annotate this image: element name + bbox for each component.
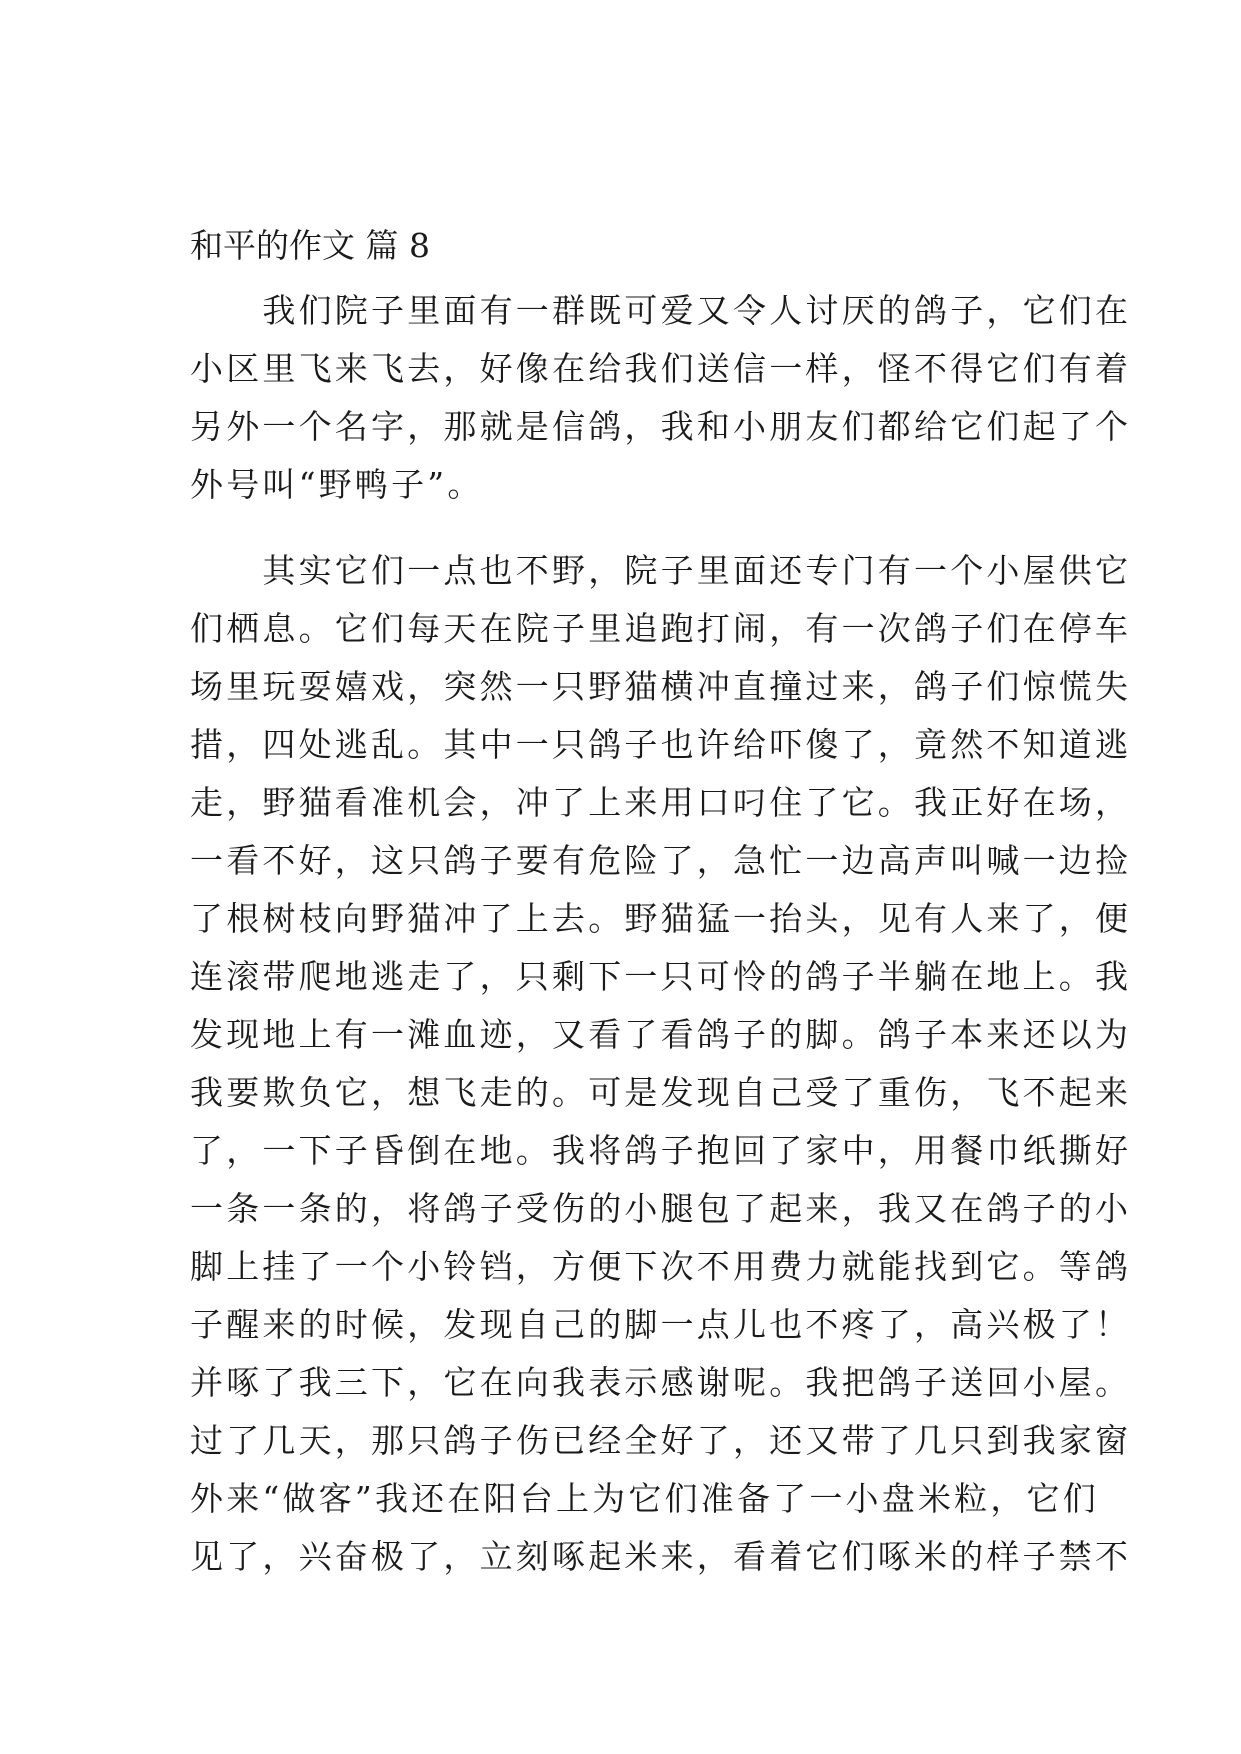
text-line: 见了，兴奋极了，立刻啄起米来，看着它们啄米的样子禁不 — [190, 1537, 1132, 1576]
essay-title: 和平的作文 篇 8 — [190, 226, 430, 265]
text-line: 另外一个名字，那就是信鸽，我和小朋友们都给它们起了个 — [190, 407, 1132, 446]
text-line: 走，野猫看准机会，冲了上来用口叼住了它。我正好在场， — [190, 783, 1132, 822]
paragraph-2 — [190, 542, 1132, 1586]
text-line: 场里玩耍嬉戏，突然一只野猫横冲直撞过来，鸽子们惊慌失 — [190, 667, 1132, 706]
text-line: 措，四处逃乱。其中一只鸽子也许给吓傻了，竟然不知道逃 — [190, 725, 1132, 764]
text-line: 连滚带爬地逃走了，只剩下一只可怜的鸽子半躺在地上。我 — [190, 957, 1132, 996]
text-line: 外号叫“野鸭子”。 — [190, 465, 484, 504]
text-line: 小区里飞来飞去，好像在给我们送信一样，怪不得它们有着 — [190, 349, 1132, 388]
text-line: 了根树枝向野猫冲了上去。野猫猛一抬头，见有人来了，便 — [190, 899, 1132, 938]
text-line: 一条一条的，将鸽子受伤的小腿包了起来，我又在鸽子的小 — [190, 1189, 1132, 1228]
text-line: 发现地上有一滩血迹，又看了看鸽子的脚。鸽子本来还以为 — [190, 1015, 1132, 1054]
paragraph-spacer — [190, 514, 1050, 542]
text-line: 并啄了我三下，它在向我表示感谢呢。我把鸽子送回小屋。 — [190, 1363, 1132, 1402]
text-line: 了，一下子昏倒在地。我将鸽子抱回了家中，用餐巾纸撕好 — [190, 1131, 1132, 1170]
text-line: 子醒来的时候，发现自己的脚一点儿也不疼了，高兴极了！ — [190, 1305, 1132, 1344]
text-line: 过了几天，那只鸽子伤已经全好了，还又带了几只到我家窗 — [190, 1421, 1132, 1460]
document-body — [190, 218, 1132, 1586]
text-line: 脚上挂了一个小铃铛，方便下次不用费力就能找到它。等鸽 — [190, 1247, 1132, 1286]
paragraph-1 — [190, 282, 1132, 514]
text-line: 其实它们一点也不野，院子里面还专门有一个小屋供它 — [190, 551, 1132, 590]
text-line: 我要欺负它，想飞走的。可是发现自己受了重伤，飞不起来 — [190, 1073, 1132, 1112]
text-line: 们栖息。它们每天在院子里追跑打闹，有一次鸽子们在停车 — [190, 609, 1132, 648]
text-line: 我们院子里面有一群既可爱又令人讨厌的鸽子，它们在 — [190, 291, 1132, 330]
text-line: 外来“做客”我还在阳台上为它们准备了一小盘米粒，它们 — [190, 1479, 1099, 1518]
text-line: 一看不好，这只鸽子要有危险了，急忙一边高声叫喊一边捡 — [190, 841, 1132, 880]
